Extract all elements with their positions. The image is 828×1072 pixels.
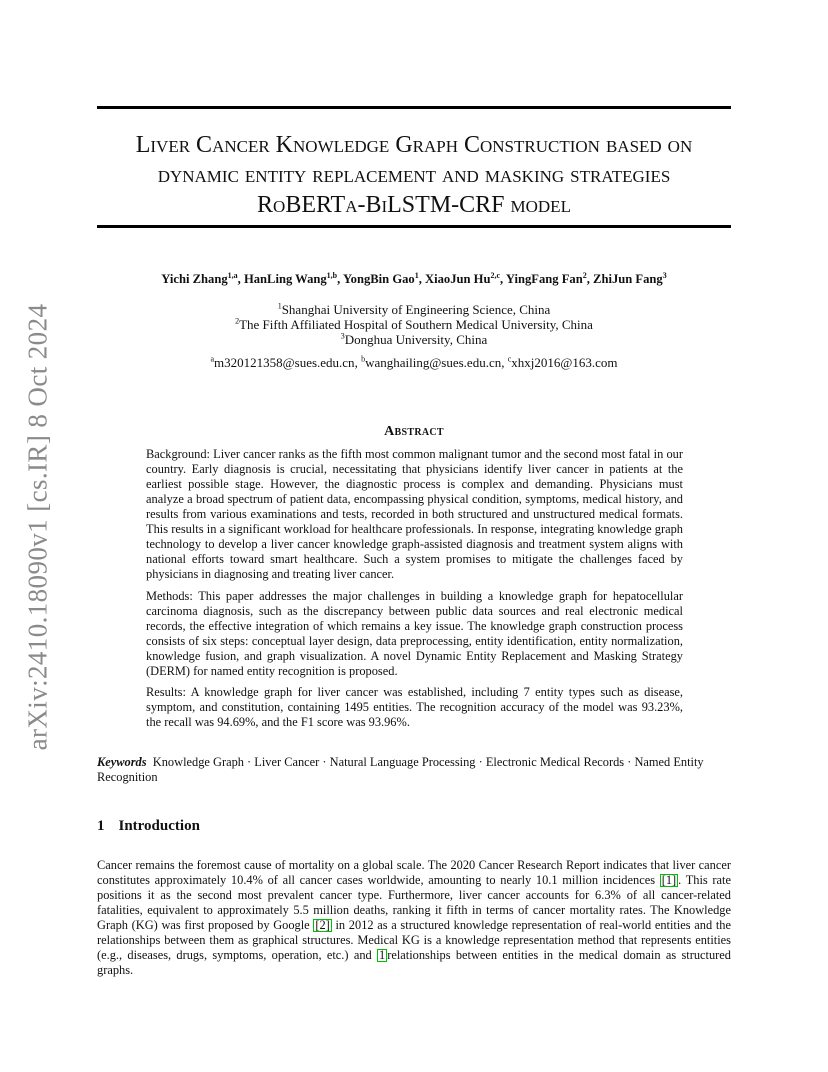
introduction-paragraph: Cancer remains the foremost cause of mortality on a global scale. The 2020 Cancer Research Report indicates that liver cancer constitutes approximately 10.4% of all cancer cases worldwide, amounting to nearly 10.1 million incidences [1] . This rate positions it as the second most prevalent cancer type. Furthermore, liver cancer accounts for 6.3% of all cancer-related fatalities, equivalent to approximately 5.5 million deaths, ranking it fifth in terms of cancer mortality rates. The Knowledge Graph (KG) was first proposed by Google [2] in 2012 as a structured knowledge representation of real-world entities and the relationships between them as graphical structures. Medical KG is a knowledge representation method that represents entities (e.g., diseases, drugs, symptoms, operation, etc.) and 1 relationships between entities in the medical domain as structured graphs.: [97, 858, 731, 977]
keywords: [97, 755, 731, 785]
abstract-heading: Abstract: [384, 424, 444, 439]
author: Yichi Zhang$^{1,a}$: [161, 270, 238, 286]
title-top-rule: [97, 106, 731, 109]
title-line-3: RoBERTa-BiLSTM-CRF model: [257, 192, 571, 218]
email[interactable]: $^c$xhxj2016@163.com: [507, 354, 618, 370]
title-bottom-rule: [97, 225, 731, 228]
author: XiaoJun Hu$^{2,c}$: [425, 270, 501, 286]
affiliation: $^2$The Fifth Affiliated Hospital of Southern Medical University, China: [235, 316, 593, 332]
author: HanLing Wang$^{1,b}$: [243, 270, 338, 286]
author-list: Yichi Zhang$^{1,a}$, HanLing Wang$^{1,b}$, YongBin Gao$^1$, XiaoJun Hu$^{2,c}$, YingFang Fan$^2$, ZhiJun Fang$^3$: [161, 270, 667, 286]
abstract-results: Results: A knowledge graph for liver cancer was established, including 7 entity types such as disease, symptom, and constitution, containing 1495 entities. The recognition accuracy of the model was 93.23%, the recall was 94.69%, and the F1 score was 93.96%.: [146, 685, 683, 729]
title-line-1: Liver Cancer Knowledge Graph Construction based on: [135, 132, 693, 158]
affiliation: $^3$Donghua University, China: [340, 331, 488, 347]
citation-link[interactable]: 1: [379, 948, 386, 962]
title-line-2: dynamic entity replacement and masking strategies: [157, 162, 671, 188]
author-emails: $^a$m320121358@sues.edu.cn, $^b$wanghailing@sues.edu.cn, $^c$xhxj2016@163.com: [210, 354, 618, 370]
affiliation: $^1$Shanghai University of Engineering Science, China: [277, 301, 551, 317]
author: YongBin Gao$^1$: [342, 270, 419, 286]
citation-link[interactable]: [2]: [315, 918, 330, 932]
abstract-methods: Methods: This paper addresses the major challenges in building a knowledge graph for hepatocellular carcinoma diagnosis, such as the discrepancy between public data sources and real electronic medical records, the effective integration of which remains a key issue. The knowledge graph construction process consists of six steps: conceptual layer design, data preprocessing, entity identification, entity normalization, knowledge fusion, and graph visualization. A novel Dynamic Entity Replacement and Masking Strategy (DERM) for named entity recognition is proposed.: [146, 589, 683, 678]
abstract-background: Background: Liver cancer ranks as the fifth most common malignant tumor and the second most fatal in our country. Early diagnosis is crucial, necessitating that physicians identify liver cancer in patients at the earliest possible stage. However, the diagnostic process is complex and demanding. Physicians must analyze a broad spectrum of patient data, encompassing physical condition, symptoms, medical history, and results from various examinations and tests, recorded in both structured and unstructured medical formats. This results in a significant workload for healthcare professionals. In response, integrating knowledge graph technology to develop a liver cancer knowledge graph-assisted diagnosis and treatment system aligns with national efforts toward smart healthcare. Such a system promises to mitigate the challenges faced by physicians in diagnosing and treating liver cancer.: [146, 447, 683, 581]
paper-title: [97, 130, 731, 220]
author: ZhiJun Fang$^3$: [593, 270, 667, 286]
keywords-list: Knowledge Graph · Liver Cancer · Natural Language Processing · Electronic Medical Records · Named Entity Recognition: [97, 755, 704, 784]
section-heading: [97, 818, 200, 835]
author: YingFang Fan$^2$: [505, 270, 587, 286]
email[interactable]: $^b$wanghailing@sues.edu.cn: [361, 354, 502, 370]
arxiv-identifier-stamp: arXiv:2410.18090v1 [cs.IR] 8 Oct 2024: [22, 303, 53, 751]
section-number: 1: [97, 818, 105, 834]
keywords-label: Keywords: [97, 755, 147, 769]
section-title: Introduction: [118, 818, 200, 834]
email[interactable]: $^a$m320121358@sues.edu.cn: [210, 354, 355, 370]
citation-link[interactable]: [1]: [661, 873, 677, 887]
